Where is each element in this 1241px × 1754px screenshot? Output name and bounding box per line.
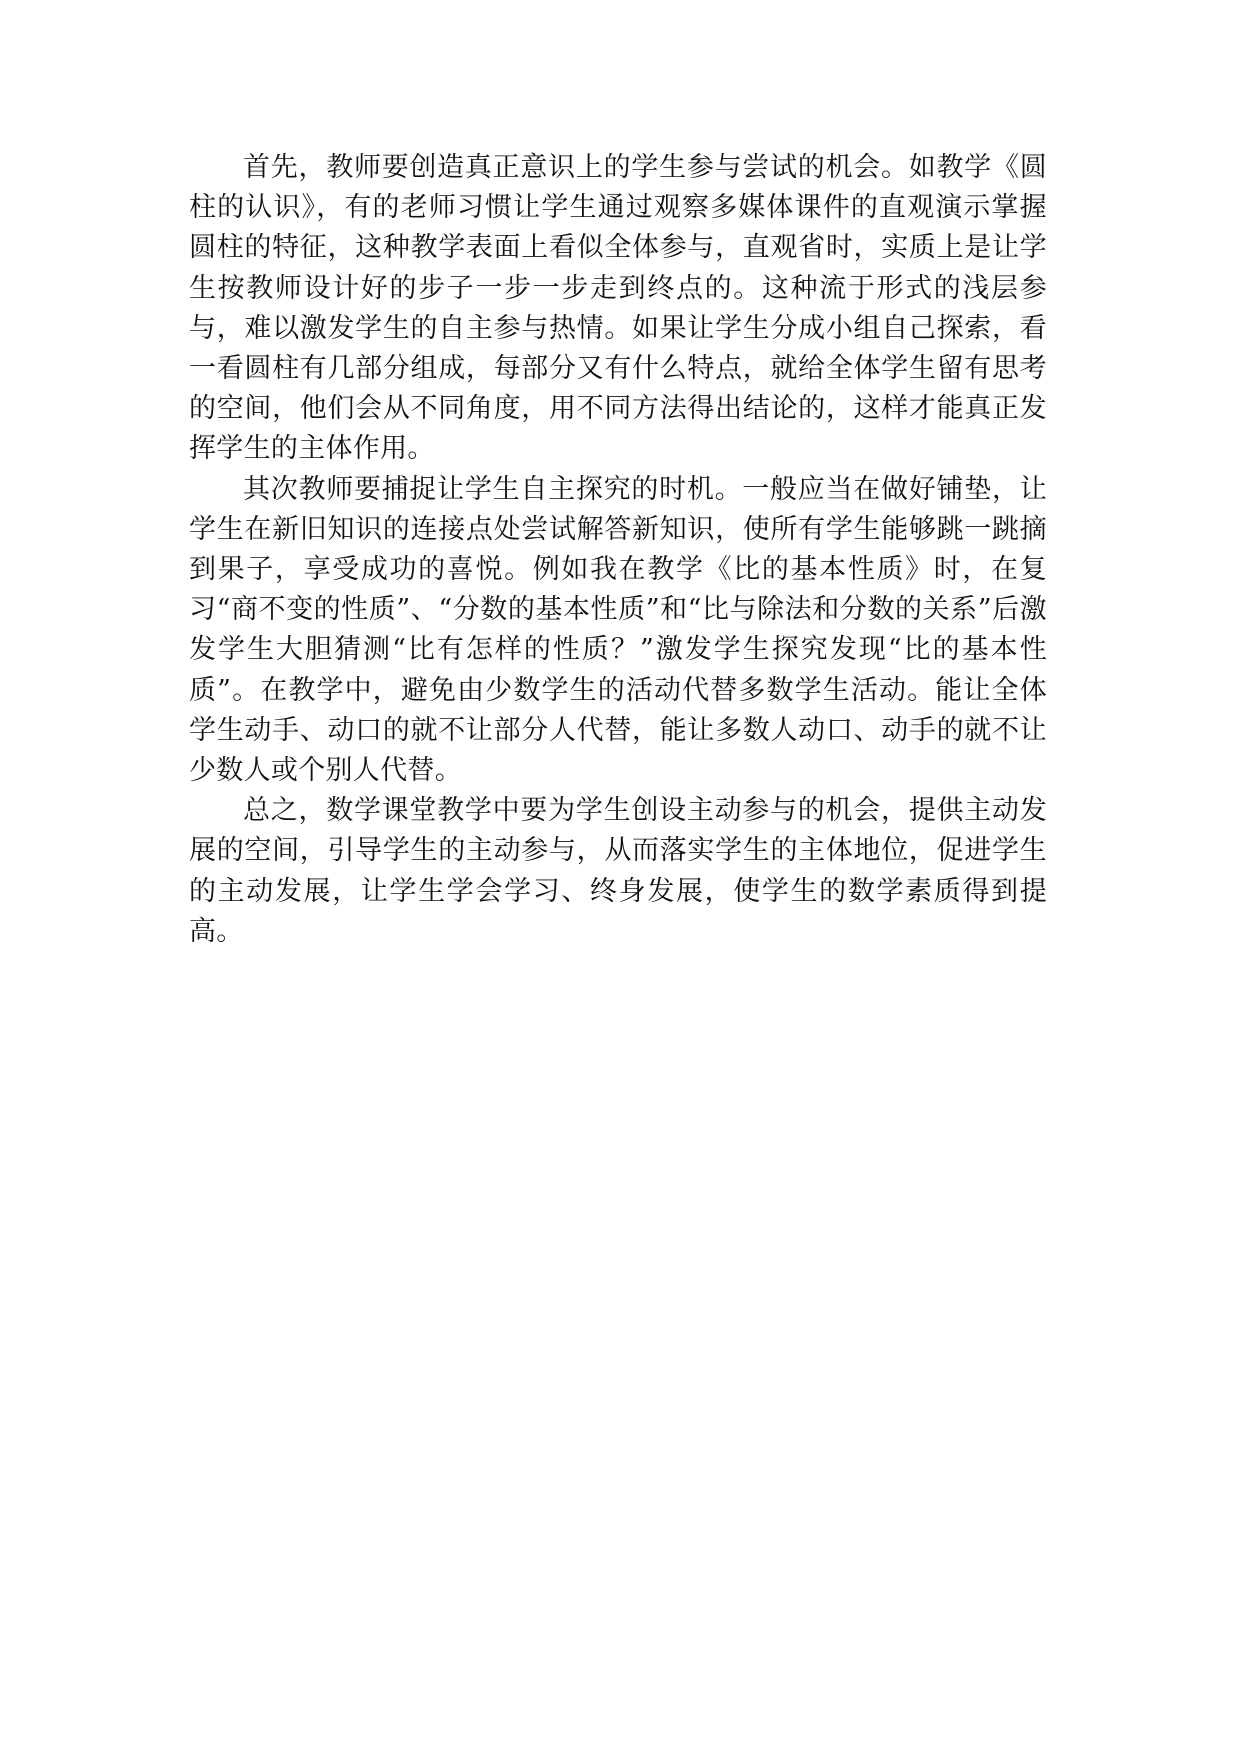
body-text xyxy=(189,148,1047,952)
paragraph-2: 其次教师要捕捉让学生自主探究的时机。一般应当在做好铺垫，让学生在新旧知识的连接点处尝试解答新知识，使所有学生能够跳一跳摘到果子，享受成功的喜悦。例如我在教学《比的基本性质》时，在复习“商不变的性质”、“分数的基本性质”和“比与除法和分数的关系”后激发学生大胆猜测“比有怎样的性质？”激发学生探究发现“比的基本性质”。在教学中，避免由少数学生的活动代替多数学生活动。能让全体学生动手、动口的就不让部分人代替，能让多数人动口、动手的就不让少数人或个别人代替。 xyxy=(189,473,1047,787)
paragraph-3: 总之，数学课堂教学中要为学生创设主动参与的机会，提供主动发展的空间，引导学生的主动参与，从而落实学生的主体地位，促进学生的主动发展，让学生学会学习、终身发展，使学生的数学素质得到提高。 xyxy=(189,795,1047,947)
paragraph-1: 首先，教师要创造真正意识上的学生参与尝试的机会。如教学《圆柱的认识》，有的老师习惯让学生通过观察多媒体课件的直观演示掌握圆柱的特征，这种教学表面上看似全体参与，直观省时，实质上是让学生按教师设计好的步子一步一步走到终点的。这种流于形式的浅层参与，难以激发学生的自主参与热情。如果让学生分成小组自己探索，看一看圆柱有几部分组成，每部分又有什么特点，就给全体学生留有思考的空间，他们会从不同角度，用不同方法得出结论的，这样才能真正发挥学生的主体作用。 xyxy=(189,152,1047,465)
